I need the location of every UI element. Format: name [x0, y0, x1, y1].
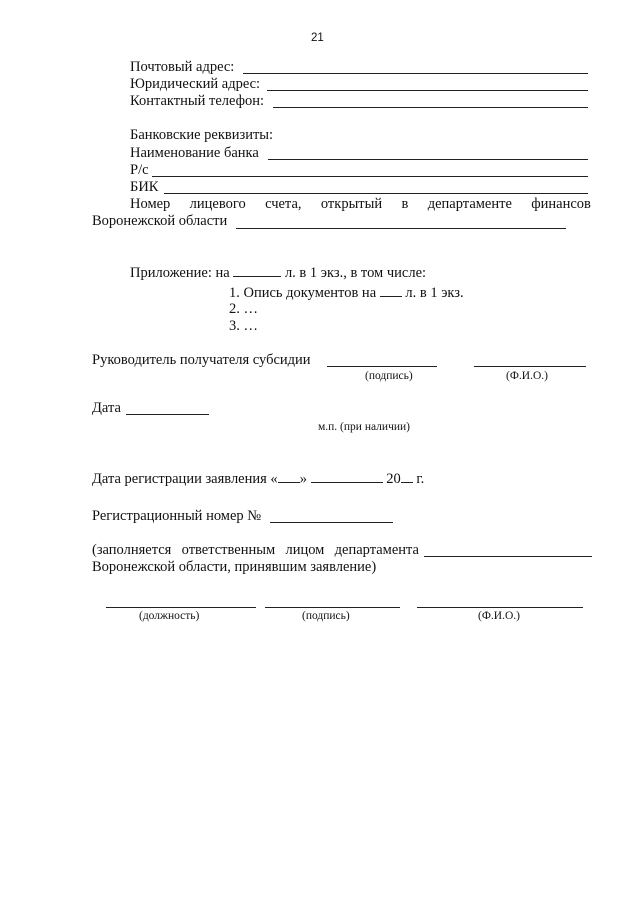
- attachment-line: [130, 264, 426, 282]
- registration-number-line[interactable]: [270, 522, 393, 523]
- word: департамента: [334, 542, 419, 558]
- attachment-suffix: л. в 1 экз., в том числе:: [284, 265, 427, 281]
- filler-position-caption: (должность): [139, 610, 200, 622]
- attachment-prefix: Приложение: на: [130, 265, 230, 281]
- personal-account-label-line2: Воронежской области: [92, 213, 228, 229]
- bank-name-label: Наименование банка: [130, 145, 259, 161]
- reg-day-blank[interactable]: [278, 470, 300, 483]
- attachment-pages-blank[interactable]: [233, 264, 281, 277]
- bank-name-line[interactable]: [268, 159, 588, 160]
- phone-line[interactable]: [273, 107, 588, 108]
- word: в: [401, 196, 409, 212]
- word: департаменте: [427, 196, 512, 212]
- personal-account-label-line1: [130, 196, 591, 213]
- word: открытый: [320, 196, 383, 212]
- attachment-item-2: 2. …: [229, 301, 258, 317]
- bik-label: БИК: [130, 179, 159, 195]
- reg-year-blank[interactable]: [401, 470, 413, 483]
- head-fio-caption: (Ф.И.О.): [506, 370, 548, 382]
- word: финансов: [531, 196, 591, 212]
- reg-year-prefix: 20: [386, 471, 401, 487]
- filler-line2: Воронежской области, принявшим заявление): [92, 559, 377, 575]
- account-label: Р/с: [130, 162, 149, 178]
- word: лицом: [285, 542, 325, 558]
- registration-date-line: [92, 470, 424, 488]
- account-line[interactable]: [152, 176, 588, 177]
- registration-number-label: Регистрационный номер №: [92, 508, 262, 524]
- attachment-item-3: 3. …: [229, 318, 258, 334]
- word: счета,: [265, 196, 302, 212]
- date-line[interactable]: [126, 414, 209, 415]
- filler-position-line[interactable]: [106, 607, 256, 608]
- legal-address-line[interactable]: [267, 90, 588, 91]
- word: (заполняется: [92, 542, 172, 558]
- head-signature-line[interactable]: [327, 366, 437, 367]
- page-number: 21: [311, 32, 324, 44]
- filler-line1: [92, 542, 419, 559]
- postal-address-label: Почтовый адрес:: [130, 59, 235, 75]
- head-signature-caption: (подпись): [365, 370, 413, 382]
- reg-date-mid: »: [299, 471, 307, 487]
- word: лицевого: [189, 196, 246, 212]
- seal-caption: м.п. (при наличии): [318, 421, 410, 433]
- bank-details-heading: Банковские реквизиты:: [130, 127, 274, 143]
- word: ответственным: [181, 542, 276, 558]
- filler-department-line[interactable]: [424, 556, 592, 557]
- head-label: Руководитель получателя субсидии: [92, 352, 311, 368]
- reg-year-suffix: г.: [416, 471, 425, 487]
- word: Номер: [130, 196, 171, 212]
- item1-prefix: 1. Опись документов на: [229, 285, 377, 301]
- bik-line[interactable]: [164, 193, 588, 194]
- date-label: Дата: [92, 400, 121, 416]
- personal-account-line[interactable]: [236, 228, 566, 229]
- head-fio-line[interactable]: [474, 366, 586, 367]
- filler-fio-line[interactable]: [417, 607, 583, 608]
- reg-date-prefix: Дата регистрации заявления «: [92, 471, 278, 487]
- item1-suffix: л. в 1 экз.: [405, 285, 464, 301]
- attachment-item-1: [229, 284, 464, 302]
- reg-month-blank[interactable]: [311, 470, 383, 483]
- postal-address-line[interactable]: [243, 73, 588, 74]
- filler-fio-caption: (Ф.И.О.): [478, 610, 520, 622]
- legal-address-label: Юридический адрес:: [130, 76, 261, 92]
- filler-signature-line[interactable]: [265, 607, 400, 608]
- filler-signature-caption: (подпись): [302, 610, 350, 622]
- item1-pages-blank[interactable]: [380, 284, 402, 297]
- phone-label: Контактный телефон:: [130, 93, 265, 109]
